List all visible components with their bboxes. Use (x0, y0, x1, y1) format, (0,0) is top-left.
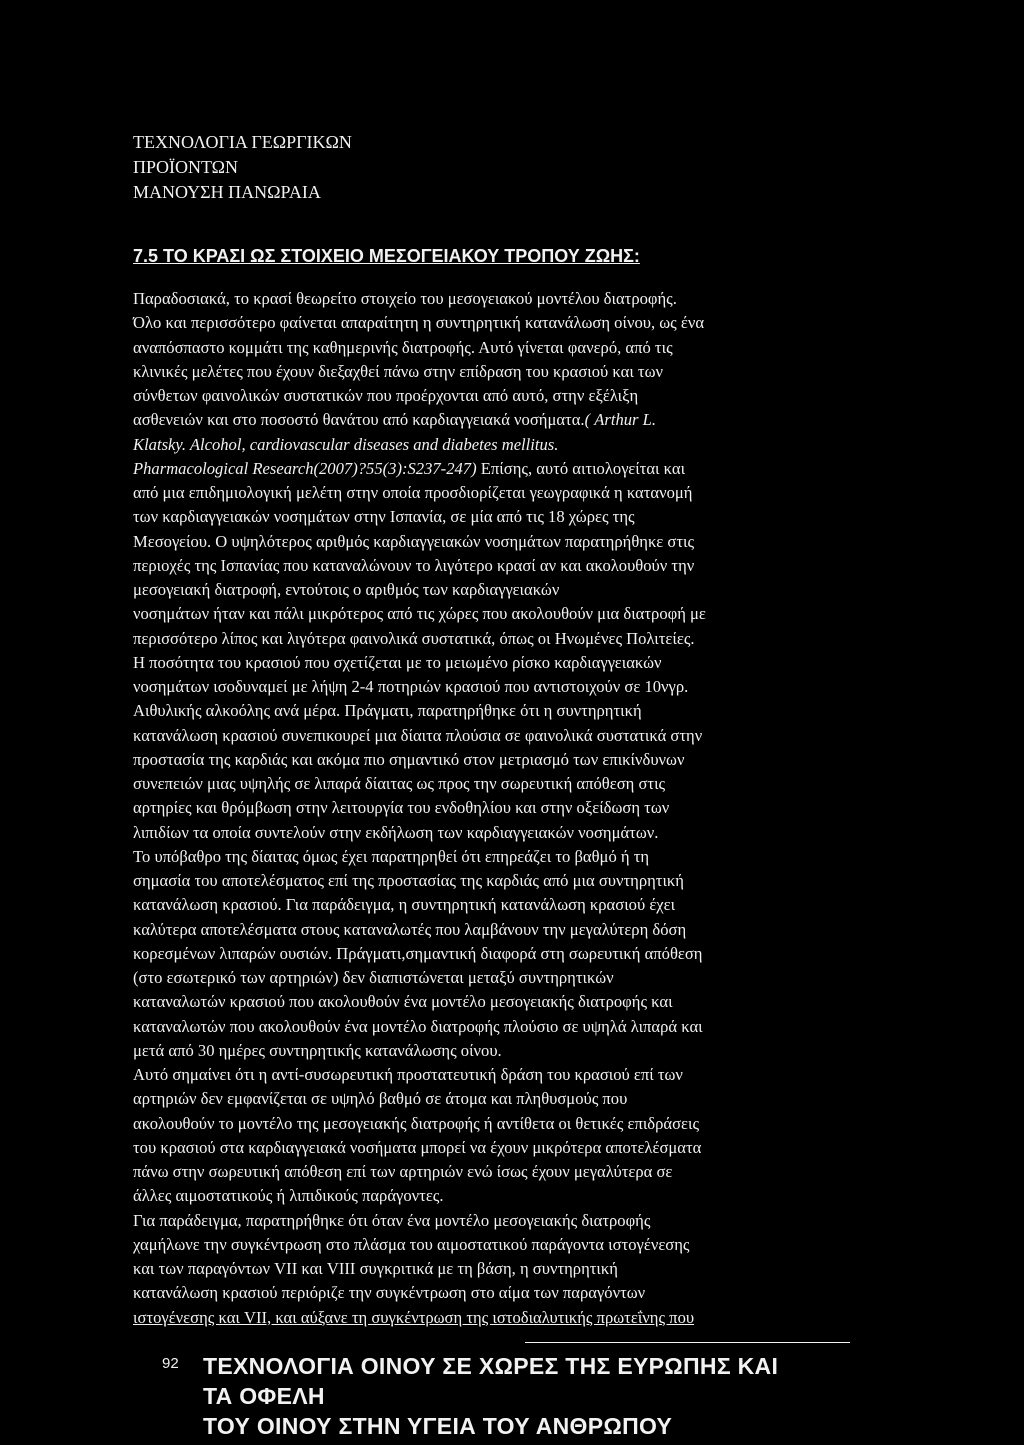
body-line: αρτηρίες και θρόμβωση στην λειτουργία του ενδοθηλίου και στην οξείδωση των (133, 798, 670, 818)
footer-divider (525, 1342, 850, 1343)
body-line: μεσογειακή διατροφή, εντούτοις ο αριθμός των καρδιαγγειακών (133, 580, 560, 599)
body-line: σημασία του αποτελέσματος επί της προστασίας της καρδιάς από μια συντηρητική (133, 871, 684, 890)
section-title: 7.5 ΤΟ ΚΡΑΣΙ ΩΣ ΣΤΟΙΧΕΙΟ ΜΕΣΟΓΕΙΑΚΟΥ ΤΡΟΠΟΥ ΖΩΗΣ: (133, 246, 640, 266)
body-line: άλλες αιμοστατικούς ή λιπιδικούς παράγοντες. (133, 1186, 444, 1206)
document-header (133, 130, 352, 205)
body-line: (στο εσωτερικό των αρτηριών) δεν διαπιστώνεται μεταξύ συντηρητικών (133, 968, 614, 987)
body-line: περισσότερο λίπος και λιγότερα φαινολικά συστατικά, όπως οι Ηνωμένες Πολιτείες. (133, 628, 695, 648)
body-line: Μεσογείου. Ο υψηλότερος αριθμός καρδιαγγειακών νοσημάτων παρατηρήθηκε στις (133, 531, 695, 551)
body-line-text: Επίσης, αυτό αιτιολογείται και (476, 458, 686, 478)
citation-line (133, 433, 853, 457)
body-line: κορεσμένων λιπαρών ουσιών. Πράγματι,σημαντική διαφορά στη σωρευτική απόθεση (133, 943, 703, 963)
citation-journal: Pharmacological Research(2007)?55(3):S237-247) (133, 458, 477, 478)
body-line: Για παράδειγμα, παρατηρήθηκε ότι όταν ένα μοντέλο μεσογειακής διατροφής (133, 1210, 651, 1230)
footer-line-2: ΤΑ ΟΦΕΛΗ (203, 1383, 325, 1409)
body-line: κατανάλωση κρασιού. Για παράδειγμα, η συντηρητική κατανάλωση κρασιού έχει (133, 895, 676, 915)
body-line: Παραδοσιακά, το κρασί θεωρείτο στοιχείο του μεσογειακού μοντέλου διατροφής. (133, 289, 677, 308)
body-line: νοσημάτων ισοδυναμεί με λήψη 2-4 ποτηριών κρασιού που αντιστοιχούν σε 10νγρ. (133, 677, 689, 696)
body-line: αναπόσπαστο κομμάτι της καθημερινής διατροφής. Αυτό γίνεται φανερό, από τις (133, 337, 673, 357)
body-line: Το υπόβαθρο της δίαιτας όμως έχει παρατηρηθεί ότι επηρεάζει το βαθμό ή τη (133, 846, 650, 866)
body-line: λιπιδίων τα οποία συντελούν στην εκδήλωση των καρδιαγγειακών νοσημάτων. (133, 822, 659, 842)
body-line: και των παραγόντων VII και VIII συγκριτικά με τη βάση, η συντηρητική (133, 1259, 618, 1278)
page-number: 92 (162, 1355, 179, 1372)
body-line: Αιθυλικής αλκοόλης ανά μέρα. Πράγματι, παρατηρήθηκε ότι η συντηρητική (133, 701, 642, 721)
footer-line-3: ΤΟΥ ΟΙΝΟΥ ΣΤΗΝ ΥΓΕΙΑ ΤΟΥ ΑΝΘΡΩΠΟΥ (203, 1413, 673, 1439)
body-line: μετά από 30 ημέρες συντηρητικής κατανάλωσης οίνου. (133, 1040, 502, 1060)
header-subject-line-1: ΤΕΧΝΟΛΟΓΙΑ ΓΕΩΡΓΙΚΩΝ (133, 132, 352, 152)
body-text (133, 287, 853, 1330)
body-line: συνεπειών μιας υψηλής σε λιπαρά δίαιτας ως προς την σωρευτική απόθεση στις (133, 774, 666, 793)
body-line: ακολουθούν το μοντέλο της μεσογειακής διατροφής ή αντίθετα οι θετικές επιδράσεις (133, 1113, 700, 1133)
body-line: περιοχές της Ισπανίας που καταναλώνουν το λιγότερο κρασί αν και ακολουθούν την (133, 555, 695, 575)
body-line: χαμήλωνε την συγκέντρωση στο πλάσμα του αιμοστατικού παράγοντα ιστογένεσης (133, 1234, 690, 1254)
body-line: πάνω στην σωρευτική απόθεση επί των αρτηριών ενώ ίσως έχουν μεγαλύτερα σε (133, 1162, 673, 1181)
body-line: κατανάλωση κρασιού περιόριζε την συγκέντρωση στο αίμα των παραγόντων (133, 1283, 646, 1303)
body-line: του κρασιού στα καρδιαγγειακά νοσήματα μπορεί να έχουν μικρότερα αποτελέσματα (133, 1137, 702, 1157)
body-line (133, 408, 853, 432)
body-line: προστασία της καρδιάς και ακόμα πιο σημαντικό στον μετριασμό των επικίνδυνων (133, 749, 685, 769)
body-line-last: ιστογένεσης και VII, και αύξανε τη συγκέντρωση της ιστοδιαλυτικής πρωτεΐνης που (133, 1307, 695, 1327)
body-line: καλύτερα αποτελέσματα στους καταναλωτές που λαμβάνουν την μεγαλύτερη δόση (133, 919, 687, 939)
body-line: κλινικές μελέτες που έχουν διεξαχθεί πάνω στην επίδραση του κρασιού και των (133, 361, 664, 381)
body-line: καταναλωτών που ακολουθούν ένα μοντέλο διατροφής πλούσιο σε υψηλά λιπαρά και (133, 1016, 703, 1036)
body-line-text: ασθενειών και στο ποσοστό θανάτου από καρδιαγγειακά νοσήματα. (133, 410, 585, 430)
body-line: κατανάλωση κρασιού συνεπικουρεί μια δίαιτα πλούσια σε φαινολικά συστατικά στην (133, 725, 703, 745)
footer-line-1: ΤΕΧΝΟΛΟΓΙΑ ΟΙΝΟΥ ΣΕ ΧΩΡΕΣ ΤΗΣ ΕΥΡΩΠΗΣ ΚΑΙ (203, 1353, 779, 1379)
body-line: των καρδιαγγειακών νοσημάτων στην Ισπανία, σε μία από τις 18 χώρες της (133, 507, 635, 527)
header-author: ΜΑΝΟΥΣΗ ΠΑΝΩΡΑΙΑ (133, 182, 321, 202)
body-line: Αυτό σημαίνει ότι η αντί-συσωρευτική προστατευτική δράση του κρασιού επί των (133, 1065, 683, 1084)
header-subject-line-2: ΠΡΟΪΟΝΤΩΝ (133, 157, 239, 177)
citation-author: ( Arthur L. (584, 410, 657, 430)
body-line: από μια επιδημιολογική μελέτη στην οποία προσδιορίζεται γεωγραφικά η κατανομή (133, 483, 693, 502)
body-line: καταναλωτών κρασιού που ακολουθούν ένα μοντέλο μεσογειακής διατροφής και (133, 992, 673, 1012)
body-line: σύνθετων φαινολικών συστατικών που προέρχονται από αυτό, στην εξέλιξη (133, 386, 639, 405)
footer-title (203, 1351, 778, 1441)
body-line: Η ποσότητα του κρασιού που σχετίζεται με το μειωμένο ρίσκο καρδιαγγειακών (133, 652, 662, 672)
body-line (133, 457, 853, 481)
body-line: νοσημάτων ήταν και πάλι μικρότερος από τις χώρες που ακολουθούν μια διατροφή με (133, 604, 706, 624)
body-line: αρτηριών δεν εμφανίζεται σε υψηλό βαθμό σε άτομα και πληθυσμούς που (133, 1089, 628, 1109)
body-line: Όλο και περισσότερο φαίνεται απαραίτητη η συντηρητική κατανάλωση οίνου, ως ένα (133, 313, 705, 333)
citation-title: Klatsky. Alcohol, cardiovascular diseases and diabetes mellitus. (133, 434, 559, 454)
